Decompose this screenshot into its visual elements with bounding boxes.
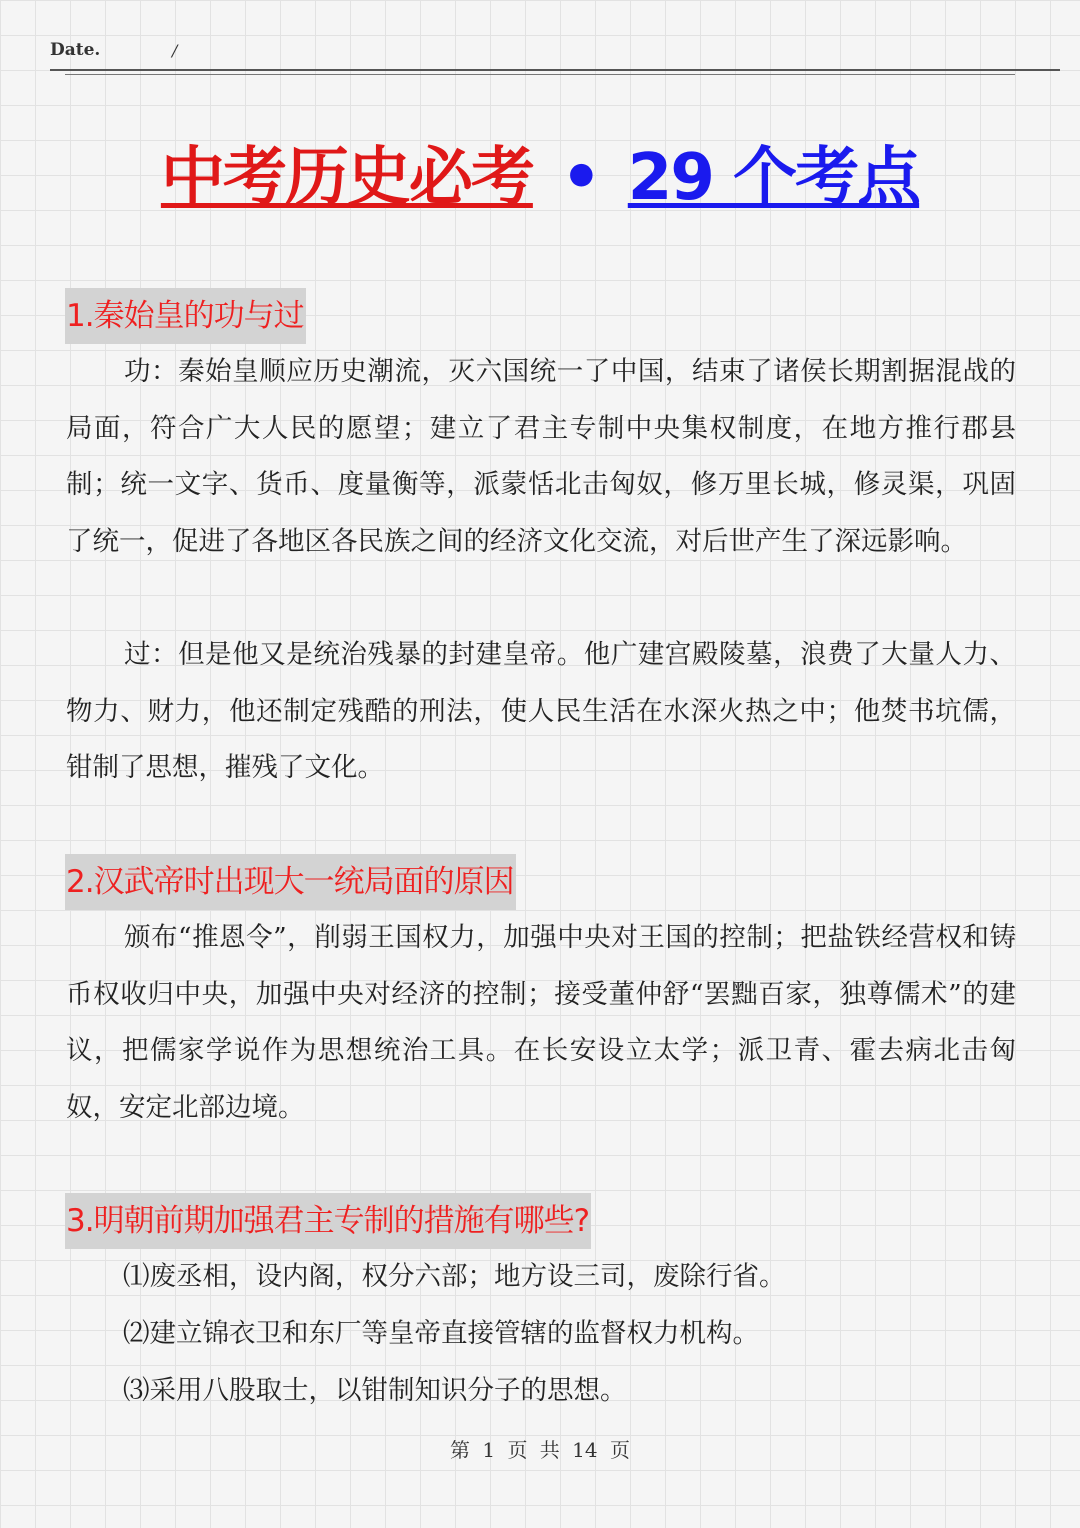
section-1-paragraph-2: 过：但是他又是统治残暴的封建皇帝。他广建宫殿陵墓，浪费了大量人力、物力、财力，他还制定残酷的刑法，使人民生活在水深火热之中；他焚书坑儒，钳制了思想，摧残了文化。 (66, 639, 1016, 783)
section-2-paragraph-1: 颁布“推恩令”，削弱王国权力，加强中央对王国的控制；把盐铁经营权和铸币权收归中央，加强中央对经济的控制；接受董仲舒“罢黜百家，独尊儒术”的建议，把儒家学说作为思想统治工具。在长安设立太学；派卫青、霍去病北击匈奴，安定北部边境。 (66, 922, 1016, 1123)
page-footer: 第 1 页 共 14 页 (450, 1438, 630, 1462)
main-title (0, 136, 1080, 220)
section-heading-3: 3.明朝前期加强君主专制的措施有哪些? (65, 1193, 591, 1249)
section-heading-2: 2.汉武帝时出现大一统局面的原因 (65, 854, 516, 910)
header-rule-bottom (65, 74, 1015, 75)
title-part-blue: 29 个考点 (627, 141, 920, 215)
header-rule-top (50, 69, 1060, 71)
title-part-red: 中考历史必考 (160, 141, 533, 215)
date-separator: / (172, 41, 178, 60)
section-3-item-1: ⑴废丞相，设内阁，权分六部；地方设三司，废除行省。 (123, 1261, 786, 1292)
section-heading-1: 1.秦始皇的功与过 (65, 288, 306, 344)
section-3-item-3: ⑶采用八股取士，以钳制知识分子的思想。 (123, 1375, 627, 1406)
section-3-item-2: ⑵建立锦衣卫和东厂等皇帝直接管辖的监督权力机构。 (123, 1318, 759, 1349)
title-separator-dot: • (560, 141, 600, 215)
date-label: Date. (50, 40, 101, 60)
section-1-paragraph-1: 功：秦始皇顺应历史潮流，灭六国统一了中国，结束了诸侯长期割据混战的局面，符合广大人民的愿望；建立了君主专制中央集权制度，在地方推行郡县制；统一文字、货币、度量衡等，派蒙恬北击匈奴，修万里长城，修灵渠，巩固了统一，促进了各地区各民族之间的经济文化交流，对后世产生了深远影响。 (66, 356, 1016, 557)
